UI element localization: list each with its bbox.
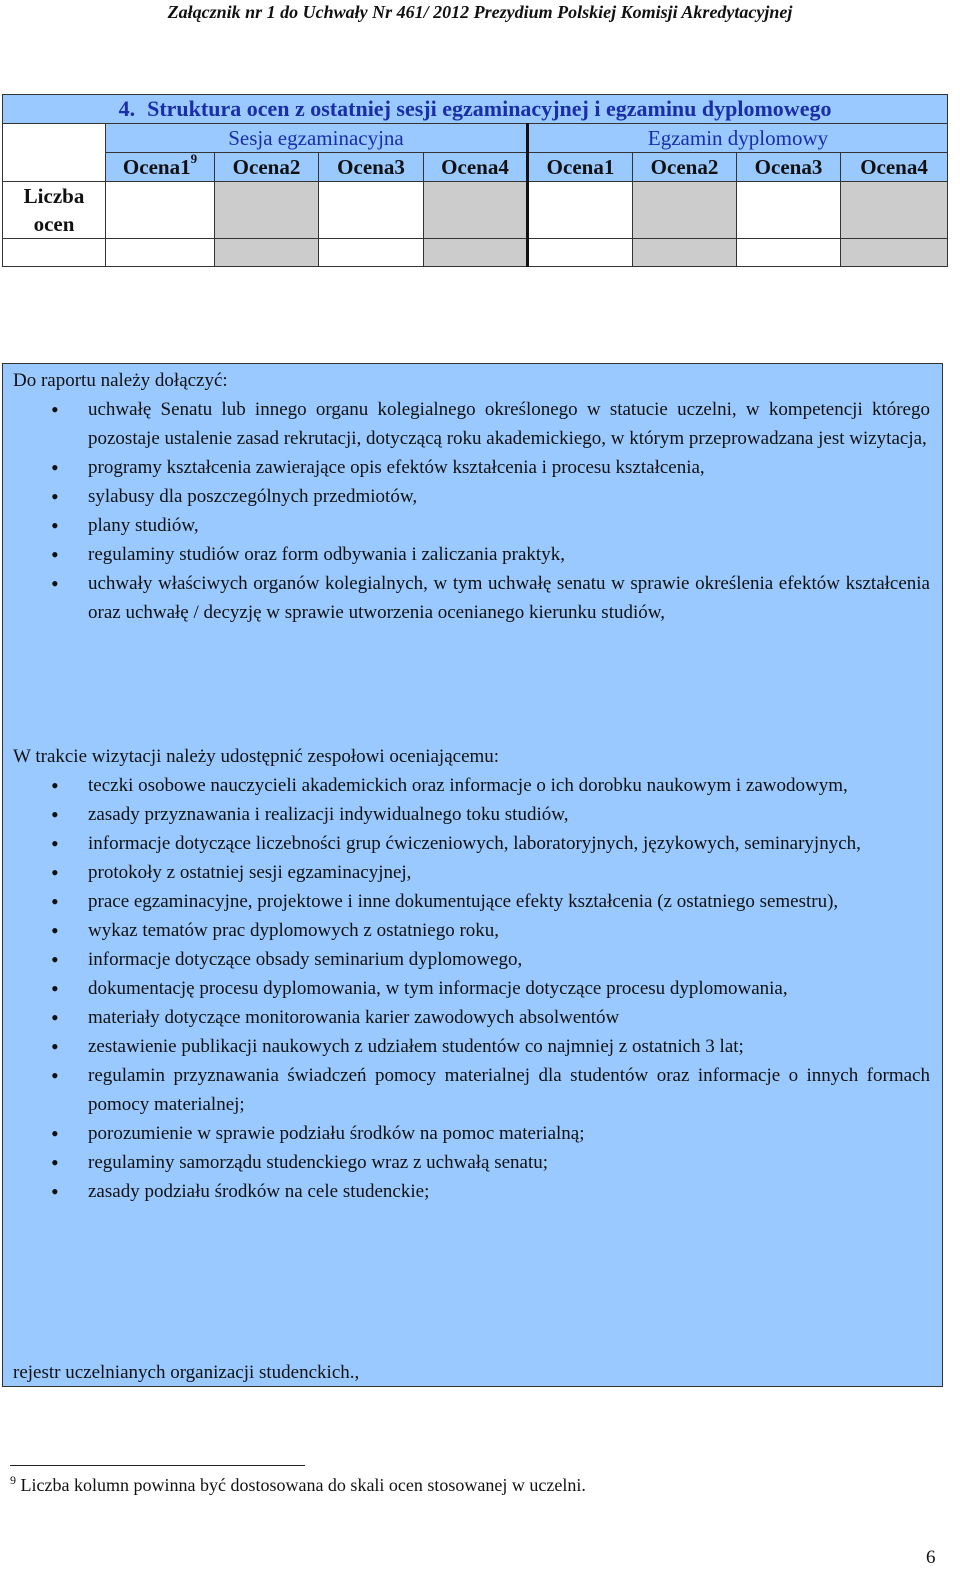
col-header-3: Ocena3	[319, 153, 424, 182]
col-header-7: Ocena3	[737, 153, 841, 182]
data-cell	[737, 239, 841, 267]
data-cell	[3, 239, 106, 267]
data-cell	[319, 182, 424, 239]
col-header-2: Ocena2	[215, 153, 319, 182]
list-item: • zasady podziału środków na cele studenckie;	[3, 1177, 944, 1206]
list-item: • informacje dotyczące liczebności grup ćwiczeniowych, laboratoryjnych, językowych, seminaryjnych,	[3, 829, 944, 858]
list-item: • informacje dotyczące obsady seminarium dyplomowego,	[3, 945, 944, 974]
list-item: • regulaminy studiów oraz form odbywania i zaliczania praktyk,	[3, 540, 944, 569]
col-header-5: Ocena1	[528, 153, 633, 182]
footnote-separator	[10, 1465, 305, 1466]
data-cell	[424, 239, 528, 267]
attach-lead: Do raportu należy dołączyć:	[13, 370, 228, 391]
col-header-6: Ocena2	[633, 153, 737, 182]
attach-list	[3, 395, 944, 627]
data-cell	[424, 182, 528, 239]
document-header: Załącznik nr 1 do Uchwały Nr 461/ 2012 Prezydium Polskiej Komisji Akredytacyjnej	[167, 2, 793, 22]
grade-structure-table	[2, 94, 948, 267]
col-header-8: Ocena4	[841, 153, 948, 182]
required-documents-box	[2, 363, 943, 1387]
row-label-count: Liczba ocen	[3, 182, 106, 239]
data-cell	[106, 182, 215, 239]
list-item: • uchwałę Senatu lub innego organu kolegialnego określonego w statucie uczelni, w kompetencji którego pozostaje ustalenie zasad rekrutacji, dotyczącą roku akademickiego, w którym przeprowadzana jest wizytacja,	[3, 395, 944, 453]
list-item: • teczki osobowe nauczycieli akademickich oraz informacje o ich dorobku naukowym i zawodowym,	[3, 771, 944, 800]
col-header-1: $Ocena1^9$	[106, 153, 215, 182]
data-cell	[215, 182, 319, 239]
col-header-4: Ocena4	[424, 153, 528, 182]
section-title: Struktura ocen z ostatniej sesji egzaminacyjnej i egzaminu dyplomowego	[147, 96, 832, 121]
table-title	[3, 95, 948, 124]
data-cell	[841, 239, 948, 267]
data-cell	[106, 239, 215, 267]
list-item: • materiały dotyczące monitorowania karier zawodowych absolwentów	[3, 1003, 944, 1032]
page-number: 6	[926, 1547, 936, 1568]
list-item: • plany studiów,	[3, 511, 944, 540]
list-item: • porozumienie w sprawie podziału środków na pomoc materialną;	[3, 1119, 944, 1148]
visit-list	[3, 771, 944, 1206]
visit-tail: rejestr uczelnianych organizacji studenckich.,	[13, 1362, 360, 1383]
footnote-text: Liczba kolumn powinna być dostosowana do skali ocen stosowanej w uczelni.	[20, 1475, 586, 1495]
list-item: • regulaminy samorządu studenckiego wraz z uchwałą senatu;	[3, 1148, 944, 1177]
list-item: • dokumentację procesu dyplomowania, w tym informacje dotyczące procesu dyplomowania,	[3, 974, 944, 1003]
data-cell	[633, 239, 737, 267]
list-item: • zasady przyznawania i realizacji indywidualnego toku studiów,	[3, 800, 944, 829]
data-cell	[215, 239, 319, 267]
list-item: • regulamin przyznawania świadczeń pomocy materialnej dla studentów oraz informacje o innych formach pomocy materialnej;	[3, 1061, 944, 1119]
section-number: 4.	[118, 96, 136, 121]
list-item: • sylabusy dla poszczególnych przedmiotów,	[3, 482, 944, 511]
footnote	[10, 1475, 586, 1496]
footnote-marker: 9	[10, 1473, 16, 1487]
data-cell	[737, 182, 841, 239]
list-item: • wykaz tematów prac dyplomowych z ostatniego roku,	[3, 916, 944, 945]
data-cell	[633, 182, 737, 239]
list-item: • prace egzaminacyjne, projektowe i inne dokumentujące efekty kształcenia (z ostatniego semestru),	[3, 887, 944, 916]
visit-lead: W trakcie wizytacji należy udostępnić zespołowi oceniającemu:	[13, 746, 500, 767]
group-diploma-exam: Egzamin dyplomowy	[528, 124, 948, 153]
footnote-ref: 9	[190, 150, 198, 166]
group-exam-session: Sesja egzaminacyjna	[106, 124, 528, 153]
list-item: • uchwały właściwych organów kolegialnych, w tym uchwałę senatu w sprawie określenia efektów kształcenia oraz uchwałę / decyzję w sprawie utworzenia ocenianego kierunku studiów,	[3, 569, 944, 627]
list-item: • protokoły z ostatniej sesji egzaminacyjnej,	[3, 858, 944, 887]
data-cell	[528, 182, 633, 239]
corner-cell	[3, 124, 106, 182]
data-cell	[528, 239, 633, 267]
list-item: • zestawienie publikacji naukowych z udziałem studentów co najmniej z ostatnich 3 lat;	[3, 1032, 944, 1061]
data-cell	[841, 182, 948, 239]
list-item: • programy kształcenia zawierające opis efektów kształcenia i procesu kształcenia,	[3, 453, 944, 482]
data-cell	[319, 239, 424, 267]
